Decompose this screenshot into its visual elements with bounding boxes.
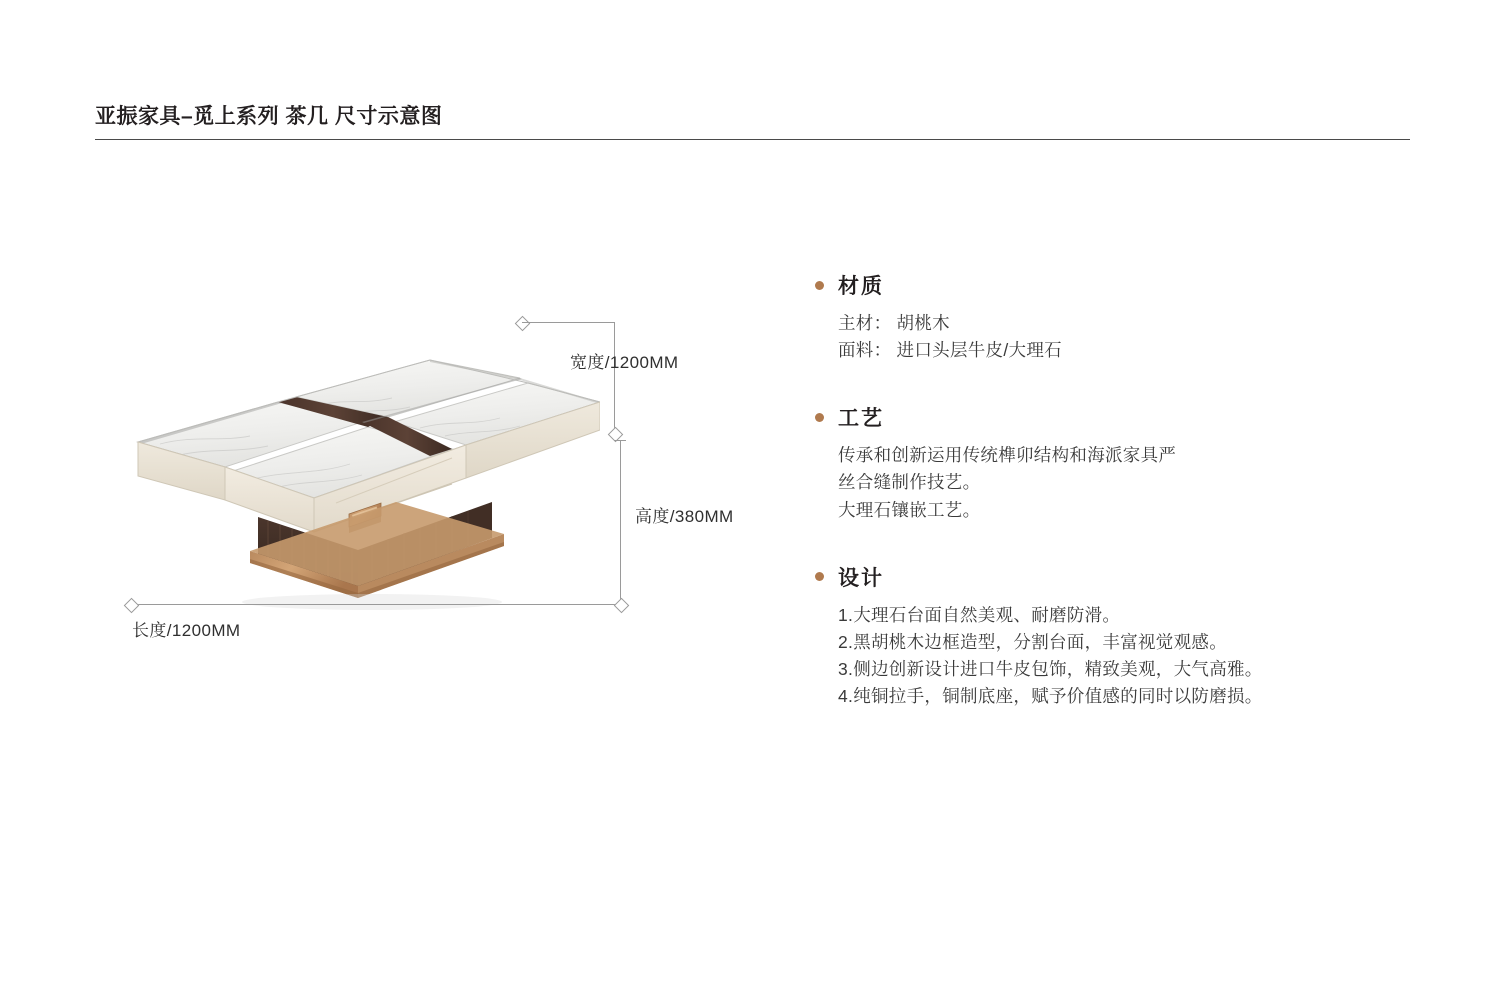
spec-title-craft: 工艺 <box>838 407 884 431</box>
spec-heading-material <box>815 270 1435 300</box>
dimension-line-length <box>130 604 620 605</box>
spec-heading-design <box>815 562 1435 592</box>
spec-line: 3.侧边创新设计进口牛皮包饰，精致美观，大气高雅。 <box>838 658 1263 679</box>
dimension-label-height: 高度/380MM <box>635 507 734 526</box>
header-divider <box>95 139 1410 140</box>
spec-block-craft <box>815 402 1435 523</box>
dimension-line-height <box>620 440 621 605</box>
spec-title-material: 材质 <box>838 275 884 298</box>
spec-block-material <box>815 270 1435 364</box>
spec-line: 面料： 进口头层牛皮/大理石 <box>838 340 1062 361</box>
dimension-line-width <box>614 322 615 432</box>
spec-line: 丝合缝制作技艺。 <box>838 472 981 493</box>
spec-body-design <box>838 602 1435 711</box>
specification-list <box>815 270 1435 738</box>
coffee-table-illustration <box>100 310 600 610</box>
spec-body-craft <box>838 442 1435 523</box>
spec-heading-craft <box>815 402 1435 432</box>
spec-body-material <box>838 310 1435 364</box>
spec-line: 大理石镶嵌工艺。 <box>838 499 981 520</box>
spec-line: 主材： 胡桃木 <box>838 313 950 333</box>
page-title: 亚振家具–觅上系列 茶几 尺寸示意图 <box>95 105 443 128</box>
bullet-icon <box>815 281 824 290</box>
page-header <box>95 100 1410 140</box>
dimension-tick-height-top <box>614 440 626 441</box>
bullet-icon <box>815 572 824 581</box>
spec-title-design: 设计 <box>838 566 884 590</box>
dimension-label-width: 宽度/1200MM <box>570 353 679 372</box>
dimension-leader-width-top <box>522 322 614 323</box>
spec-block-design <box>815 562 1435 711</box>
dimension-cap-length-end <box>614 598 630 614</box>
spec-line: 2.黑胡桃木边框造型，分割台面，丰富视觉观感。 <box>838 631 1227 652</box>
spec-line: 传承和创新运用传统榫卯结构和海派家具严 <box>838 445 1177 466</box>
spec-line: 4.纯铜拉手，铜制底座，赋予价值感的同时以防磨损。 <box>838 686 1263 706</box>
bullet-icon <box>815 413 824 422</box>
spec-line: 1.大理石台面自然美观、耐磨防滑。 <box>838 604 1121 625</box>
product-dimension-diagram <box>100 290 800 660</box>
dimension-label-length: 长度/1200MM <box>132 621 241 640</box>
